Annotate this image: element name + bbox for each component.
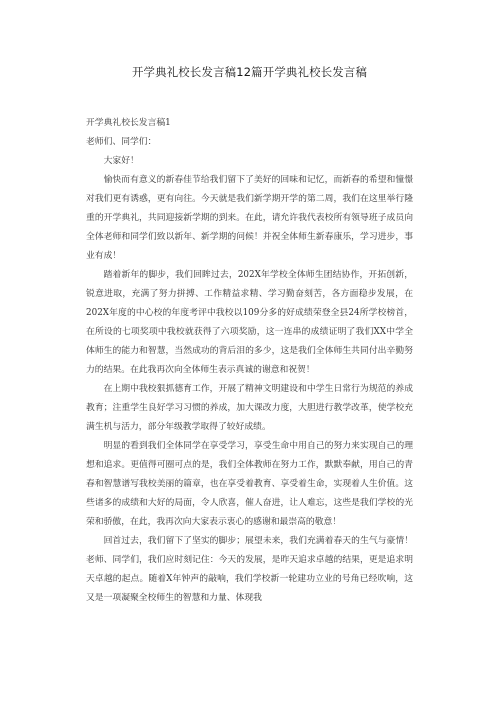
body-paragraph: 回首过去，我们留下了坚实的脚步；展望未来，我们充满着春天的生气与豪情！老师、同学们，我们应时刻记住：今天的发展，是昨天追求卓越的结果，更是追求明天卓越的起点。随着X年钟声的敲响，我们学校新一轮建功立业的号角已经吹响，这又是一项凝聚全校师生的智慧和力量、体现我 [86, 536, 413, 603]
body-paragraph: 明显的看到我们全体同学在享受学习，享受生命中用自己的努力来实现自己的理想和追求。更值得可圈可点的是，我们全体教师在努力工作，默默奉献，用自己的青春和智慧谱写我校美丽的篇章，也在享受着教育、享受着生命，实现着人生价值。这些诸多的成绩和大好的局面，令人欣喜，催人奋进，让人难忘，这些是我们学校的光荣和骄傲，在此，我再次向大家表示衷心的感谢和最崇高的敬意！ [86, 441, 413, 527]
document-body [86, 114, 413, 608]
document-title: 开学典礼校长发言稿12篇开学典礼校长发言稿 [131, 65, 368, 79]
body-paragraph: 在上期中我校狠抓德育工作，开展了精神文明建设和中学生日常行为规范的养成教育；注重学生良好学习习惯的养成，加大课改力度，大胆进行教学改革，使学校充满生机与活力，部分年级教学取得了较好成绩。 [86, 384, 413, 432]
salutation: 老师们、同学们： [86, 137, 157, 147]
greeting: 大家好！ [103, 156, 139, 166]
body-paragraph: 踏着新年的脚步，我们回眸过去，202X年学校全体师生团结协作，开拓创新，锐意进取，充满了努力拼搏、工作精益求精、学习勤奋刻苦，各方面稳步发展，在202X年度的中心校的年度考评中我校以109分多的好成绩荣登全县24所学校榜首，在所设的七项奖项中我校就获得了六项奖励，这一连串的成绩证明了我们XX中学全体师生的能力和智慧，当然成功的背后泪的多少，这是我们全体师生共同付出辛勤努力的结果。在此我再次向全体师生表示真诚的谢意和祝贺！ [86, 270, 413, 375]
section-heading: 开学典礼校长发言稿1 [86, 118, 171, 128]
body-paragraph: 愉快而有意义的新春佳节给我们留下了美好的回味和记忆，而新春的希望和憧憬对我们更有诱惑，更有向往。今天就是我们新学期开学的第二周，我们在这里举行隆重的开学典礼，共同迎接新学期的到来。在此，请允许我代表校所有领导班子成员向全体老师和同学们致以新年、新学期的问候！并祝全体师生新春康乐，学习进步，事业有成！ [86, 175, 413, 261]
